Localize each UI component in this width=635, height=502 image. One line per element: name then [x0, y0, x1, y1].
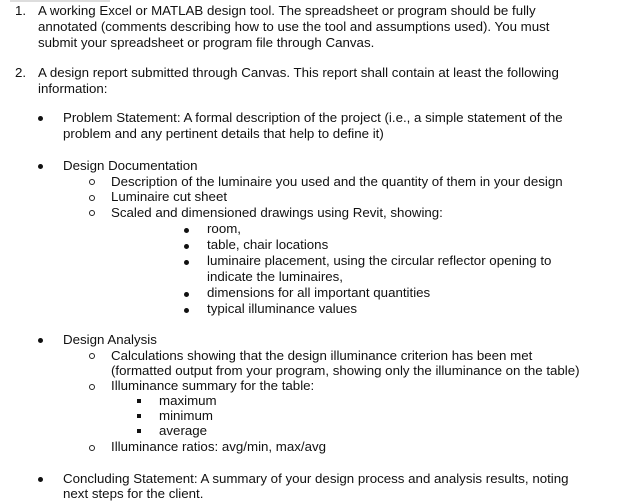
bullet-icon: [184, 244, 189, 249]
page-edge: [10, 0, 110, 2]
circle-bullet-icon: [89, 210, 95, 216]
subsubitem-text: maximum: [159, 393, 217, 408]
circle-bullet-icon: [89, 353, 95, 359]
item-text-line: information:: [38, 81, 108, 96]
subsubitem-text: luminaire placement, using the circular reflector opening to: [207, 253, 552, 268]
subsubitem-text: room,: [207, 221, 241, 236]
circle-bullet-icon: [89, 179, 95, 185]
item-text-line: A working Excel or MATLAB design tool. The spreadsheet or program should be fully: [38, 3, 536, 18]
section-text-line: next steps for the client.: [63, 486, 204, 501]
subitem-text: (formatted output from your program, showing only the illuminance on the table): [111, 363, 580, 378]
subsubitem-text: minimum: [159, 408, 213, 423]
subitem-text: Luminaire cut sheet: [111, 189, 228, 204]
item-text-line: annotated (comments describing how to use the tool and assumptions used). You must: [38, 19, 550, 34]
subsubitem-text: typical illuminance values: [207, 301, 358, 316]
subitem-text: Illuminance ratios: avg/min, max/avg: [111, 439, 327, 454]
subsubitem-text: dimensions for all important quantities: [207, 285, 431, 300]
square-bullet-icon: [137, 399, 141, 403]
subitem-text: Scaled and dimensioned drawings using Revit, showing:: [111, 205, 443, 220]
subitem-text: Description of the luminaire you used and the quantity of them in your design: [111, 174, 563, 189]
bullet-icon: [184, 260, 189, 265]
bullet-icon: [38, 338, 43, 343]
bullet-icon: [184, 292, 189, 297]
section-text-line: Problem Statement: A formal description of the project (i.e., a simple statement of the: [63, 110, 563, 125]
bullet-icon: [38, 164, 43, 169]
square-bullet-icon: [137, 429, 141, 433]
subsubitem-text: indicate the luminaires,: [207, 269, 343, 284]
item-number: 2.: [15, 65, 27, 80]
section-text-line: Concluding Statement: A summary of your design process and analysis results, noting: [63, 471, 569, 486]
section-text-line: problem and any pertinent details that help to define it): [63, 126, 384, 141]
bullet-icon: [184, 228, 189, 233]
item-text-line: submit your spreadsheet or program file through Canvas.: [38, 35, 375, 50]
item-number: 1.: [15, 3, 27, 18]
subitem-text: Calculations showing that the design illuminance criterion has been met: [111, 348, 533, 363]
bullet-icon: [38, 477, 43, 482]
bullet-icon: [184, 308, 189, 313]
square-bullet-icon: [137, 414, 141, 418]
circle-bullet-icon: [89, 445, 95, 451]
section-heading: Design Documentation: [63, 158, 198, 173]
subitem-text: Illuminance summary for the table:: [111, 378, 315, 393]
circle-bullet-icon: [89, 195, 95, 201]
bullet-icon: [38, 116, 43, 121]
circle-bullet-icon: [89, 384, 95, 390]
subsubitem-text: average: [159, 423, 208, 438]
item-text-line: A design report submitted through Canvas. This report shall contain at least the following: [38, 65, 559, 80]
subsubitem-text: table, chair locations: [207, 237, 329, 252]
section-heading: Design Analysis: [63, 332, 157, 347]
